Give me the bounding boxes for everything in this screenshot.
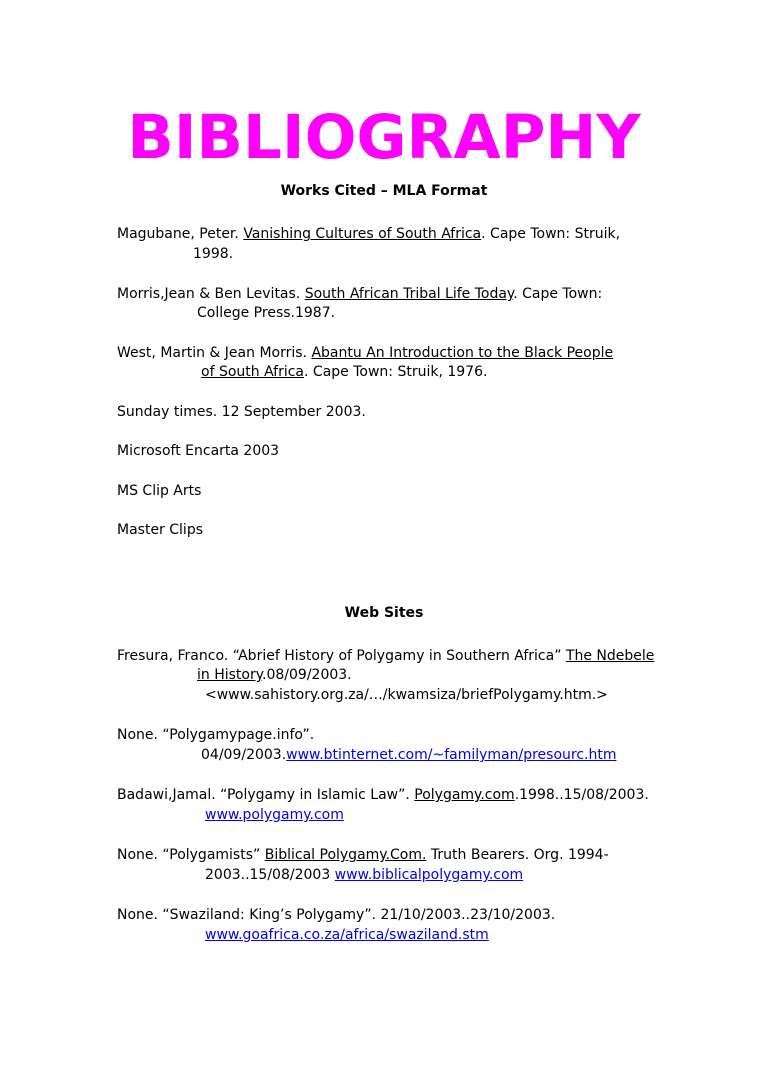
book-title: South African Tribal Life Today	[304, 286, 514, 302]
web-fresura-url: <www.sahistory.org.za/…/kwamsiza/briefPolygamy.htm.>	[205, 687, 608, 703]
web-none2-line1: None. “Polygamists” Biblical Polygamy.Com. Truth Bearers. Org. 1994-	[117, 847, 609, 863]
citation-encarta: Microsoft Encarta 2003	[117, 443, 280, 459]
page-title: BIBLIOGRAPHY	[127, 102, 641, 173]
web-fresura-line1: Fresura, Franco. “Abrief History of Polygamy in Southern Africa” The Ndebele	[117, 648, 655, 664]
citation-west-line2: of South Africa. Cape Town: Struik, 1976.	[201, 364, 488, 380]
biblicalpolygamy-link[interactable]: www.biblicalpolygamy.com	[334, 867, 524, 883]
citation-clip-arts: MS Clip Arts	[117, 483, 202, 499]
polygamy-com-link[interactable]: www.polygamy.com	[205, 807, 344, 823]
web-fresura-line2: in History.08/09/2003.	[197, 667, 352, 683]
web-none1-line1: None. “Polygamypage.info”.	[117, 727, 315, 743]
book-title: Vanishing Cultures of South Africa	[243, 226, 482, 242]
web-sites-heading: Web Sites	[344, 605, 424, 621]
source-title-cont: in History	[197, 667, 263, 683]
citation-morris-line1: Morris,Jean & Ben Levitas. South African Tribal Life Today. Cape Town:	[117, 286, 603, 302]
citation-magubane-line2: 1998.	[193, 246, 234, 262]
citation-morris-line2: College Press.1987.	[197, 305, 336, 321]
web-none1-line2: 04/09/2003.www.btinternet.com/~familyman/presourc.htm	[201, 747, 617, 763]
goafrica-link[interactable]: www.goafrica.co.za/africa/swaziland.stm	[205, 927, 489, 943]
citation-west-line1: West, Martin & Jean Morris. Abantu An Introduction to the Black People	[117, 345, 614, 361]
citation-magubane-line1: Magubane, Peter. Vanishing Cultures of South Africa. Cape Town: Struik,	[117, 226, 621, 242]
citation-master-clips: Master Clips	[117, 522, 203, 538]
web-none3-line2	[205, 925, 489, 945]
web-none3-line1: None. “Swaziland: King’s Polygamy”. 21/10/2003..23/10/2003.	[117, 907, 556, 923]
web-none2-line2: 2003..15/08/2003 www.biblicalpolygamy.com	[205, 867, 524, 883]
btinternet-link[interactable]: www.btinternet.com/~familyman/presourc.htm	[286, 747, 617, 763]
web-badawi-line1: Badawi,Jamal. “Polygamy in Islamic Law”. Polygamy.com.1998..15/08/2003.	[117, 787, 649, 803]
source-title: Polygamy.com	[414, 787, 515, 803]
works-cited-heading: Works Cited – MLA Format	[280, 183, 488, 199]
source-title: The Ndebele	[565, 648, 655, 664]
book-title-cont: of South Africa	[201, 364, 305, 380]
citation-sunday-times: Sunday times. 12 September 2003.	[117, 404, 366, 420]
book-title: Abantu An Introduction to the Black People	[311, 345, 614, 361]
web-badawi-line2	[205, 805, 344, 825]
source-title: Biblical Polygamy.Com.	[264, 847, 427, 863]
